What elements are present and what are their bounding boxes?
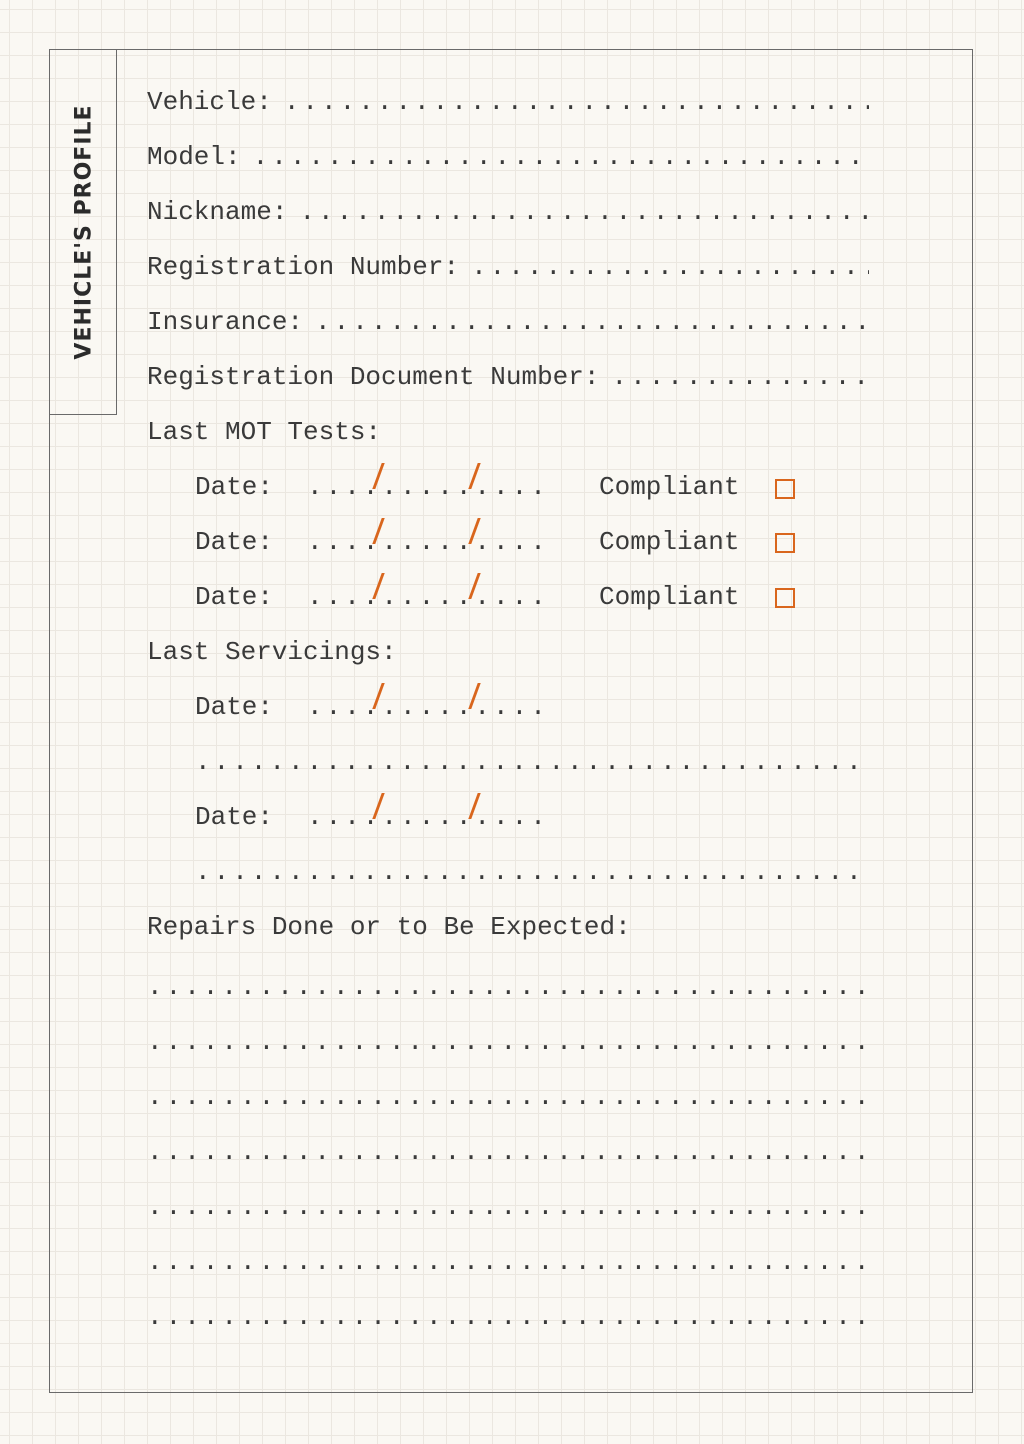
fill-line[interactable] xyxy=(284,87,869,117)
servicing-notes-line[interactable] xyxy=(195,857,869,887)
servicing-date-label: Date: xyxy=(195,802,274,832)
field-label: Insurance: xyxy=(147,307,304,337)
fill-line[interactable] xyxy=(253,142,869,172)
servicing-date-field[interactable] xyxy=(307,802,547,832)
compliant-label: Compliant xyxy=(599,582,740,612)
field-label: Vehicle: xyxy=(147,87,272,117)
repairs-line[interactable] xyxy=(147,972,869,1002)
mot-date-field[interactable] xyxy=(307,582,547,612)
field-insurance[interactable] xyxy=(147,307,869,337)
compliant-label: Compliant xyxy=(599,472,740,502)
repairs-line[interactable] xyxy=(147,1247,869,1277)
field-model[interactable] xyxy=(147,142,869,172)
compliant-checkbox[interactable] xyxy=(775,588,795,608)
mot-date-label: Date: xyxy=(195,472,274,502)
repairs-line[interactable] xyxy=(147,1192,869,1222)
fill-line[interactable] xyxy=(299,197,869,227)
mot-heading: Last MOT Tests: xyxy=(147,417,382,447)
servicing-notes-line[interactable] xyxy=(195,747,869,777)
field-label: Registration Document Number: xyxy=(147,362,600,392)
field-label: Registration Number: xyxy=(147,252,460,282)
repairs-line[interactable] xyxy=(147,1137,869,1167)
mot-date-label: Date: xyxy=(195,582,274,612)
side-title: VEHICLE'S PROFILE xyxy=(71,104,97,360)
fill-line[interactable] xyxy=(471,252,869,282)
mot-date-label: Date: xyxy=(195,527,274,557)
field-label: Model: xyxy=(147,142,241,172)
fill-line[interactable] xyxy=(315,307,869,337)
repairs-line[interactable] xyxy=(147,1027,869,1057)
fill-line[interactable] xyxy=(611,362,869,392)
mot-date-field[interactable] xyxy=(307,527,547,557)
field-label: Nickname: xyxy=(147,197,288,227)
repairs-heading: Repairs Done or to Be Expected: xyxy=(147,912,631,942)
field-registration-document-number[interactable] xyxy=(147,362,869,392)
field-vehicle[interactable] xyxy=(147,87,869,117)
repairs-line[interactable] xyxy=(147,1302,869,1332)
compliant-checkbox[interactable] xyxy=(775,479,795,499)
servicing-heading: Last Servicings: xyxy=(147,637,397,667)
mot-date-field[interactable] xyxy=(307,472,547,502)
field-nickname[interactable] xyxy=(147,197,869,227)
field-registration-number[interactable] xyxy=(147,252,869,282)
repairs-line[interactable] xyxy=(147,1082,869,1112)
servicing-date-label: Date: xyxy=(195,692,274,722)
servicing-date-field[interactable] xyxy=(307,692,547,722)
compliant-label: Compliant xyxy=(599,527,740,557)
compliant-checkbox[interactable] xyxy=(775,533,795,553)
